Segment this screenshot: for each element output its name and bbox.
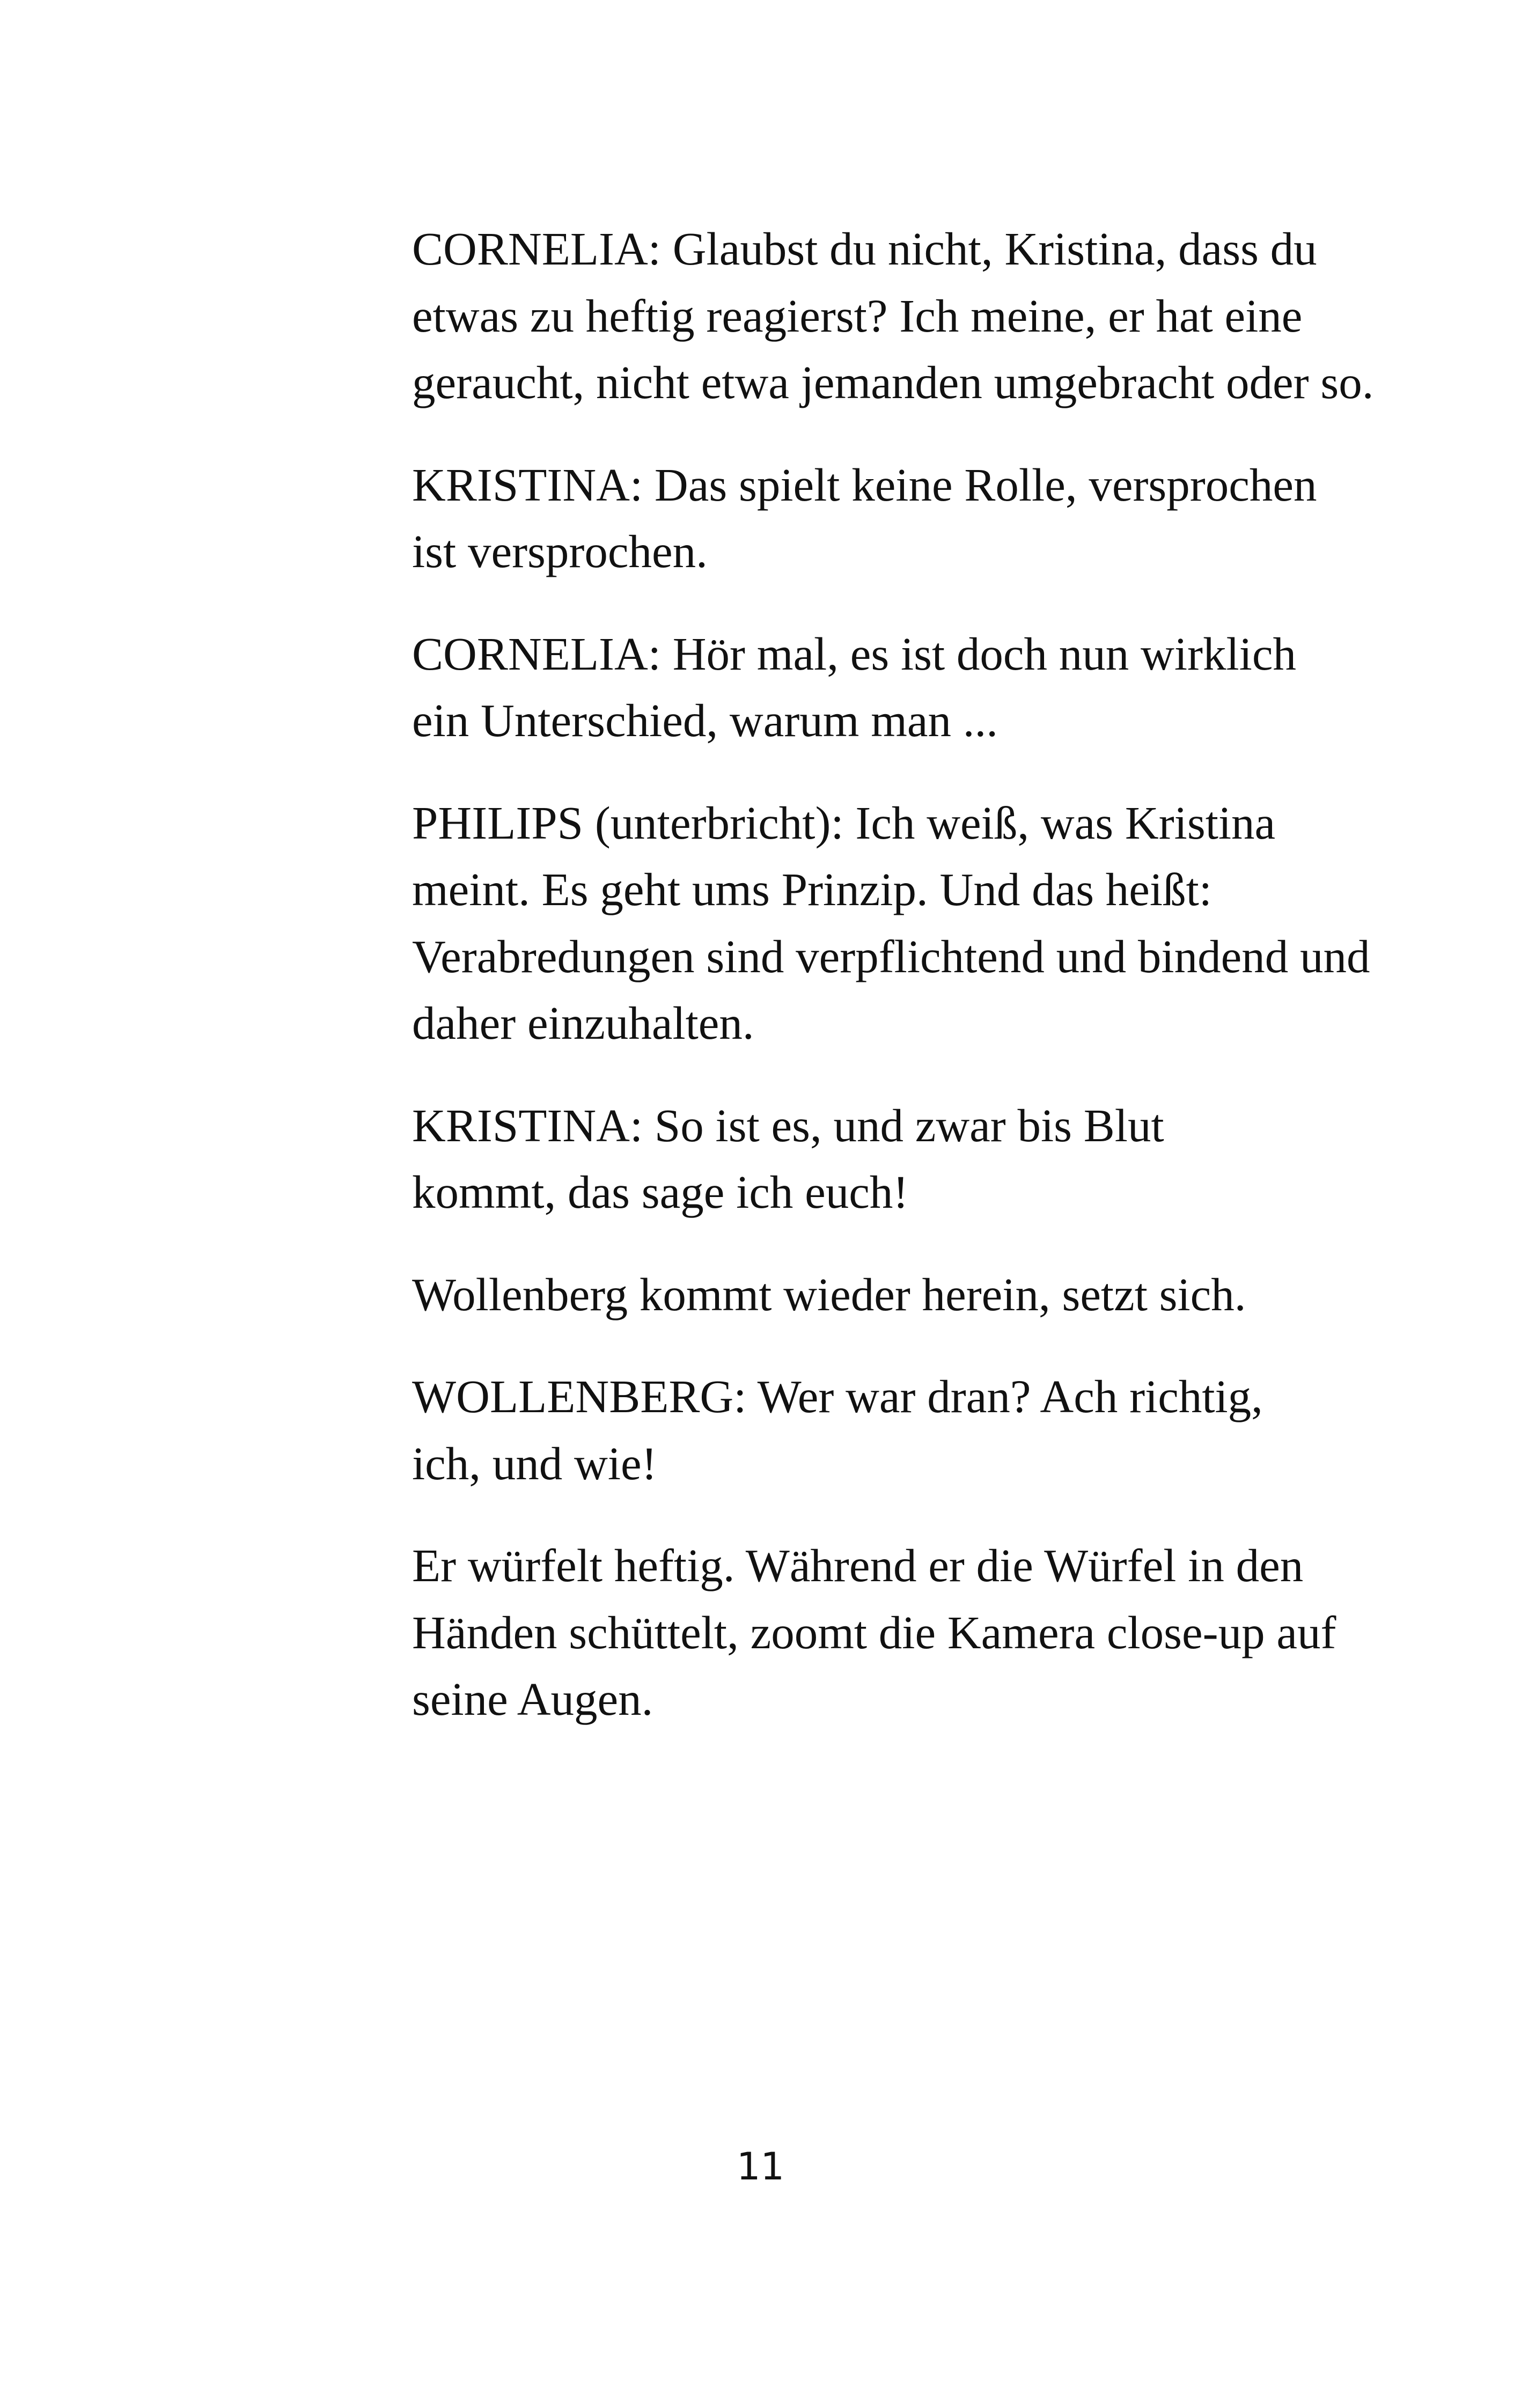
text-line: meint. Es geht ums Prinzip. Und das heißt: [412, 863, 1212, 915]
text-line: ist versprochen. [412, 525, 708, 577]
page-number: 11 [736, 2145, 785, 2189]
text-line: Wollenberg kommt wieder herein, setzt sich. [412, 1268, 1246, 1320]
paragraph-wollenberg [352, 1363, 1318, 1497]
text-line: Händen schüttelt, zoomt die Kamera close-up auf [412, 1606, 1336, 1658]
text-line: seine Augen. [412, 1673, 653, 1725]
paragraph-stage-direction-1 [352, 1261, 1318, 1328]
text-line: ich, und wie! [412, 1437, 657, 1489]
text-line: etwas zu heftig reagierst? Ich meine, er hat eine [412, 289, 1303, 342]
text-line: daher einzuhalten. [412, 997, 754, 1049]
text-line: Verabredungen sind verpflichtend und bindend und [412, 930, 1370, 982]
text-line: WOLLENBERG: Wer war dran? Ach richtig, [412, 1370, 1263, 1422]
paragraph-cornelia-2 [352, 621, 1318, 754]
paragraph-kristina-1 [352, 452, 1318, 585]
text-line: KRISTINA: Das spielt keine Rolle, versprochen [412, 458, 1317, 511]
text-line: ein Unterschied, warum man ... [412, 694, 998, 746]
body-text [352, 216, 1374, 1768]
text-line: CORNELIA: Hör mal, es ist doch nun wirklich [412, 627, 1296, 680]
text-line: Er würfelt heftig. Während er die Würfel in den [412, 1539, 1304, 1591]
paragraph-philips [352, 790, 1370, 1057]
text-line: kommt, das sage ich euch! [412, 1166, 909, 1218]
text-line: KRISTINA: So ist es, und zwar bis Blut [412, 1099, 1164, 1151]
paragraph-kristina-2 [352, 1092, 1318, 1226]
text-line: geraucht, nicht etwa jemanden umgebracht oder so. [412, 356, 1374, 408]
text-line: PHILIPS (unterbricht): Ich weiß, was Kristina [412, 796, 1276, 849]
paragraph-cornelia-1 [352, 216, 1374, 416]
text-line: CORNELIA: Glaubst du nicht, Kristina, dass du [412, 223, 1317, 275]
paragraph-stage-direction-2 [352, 1532, 1336, 1733]
